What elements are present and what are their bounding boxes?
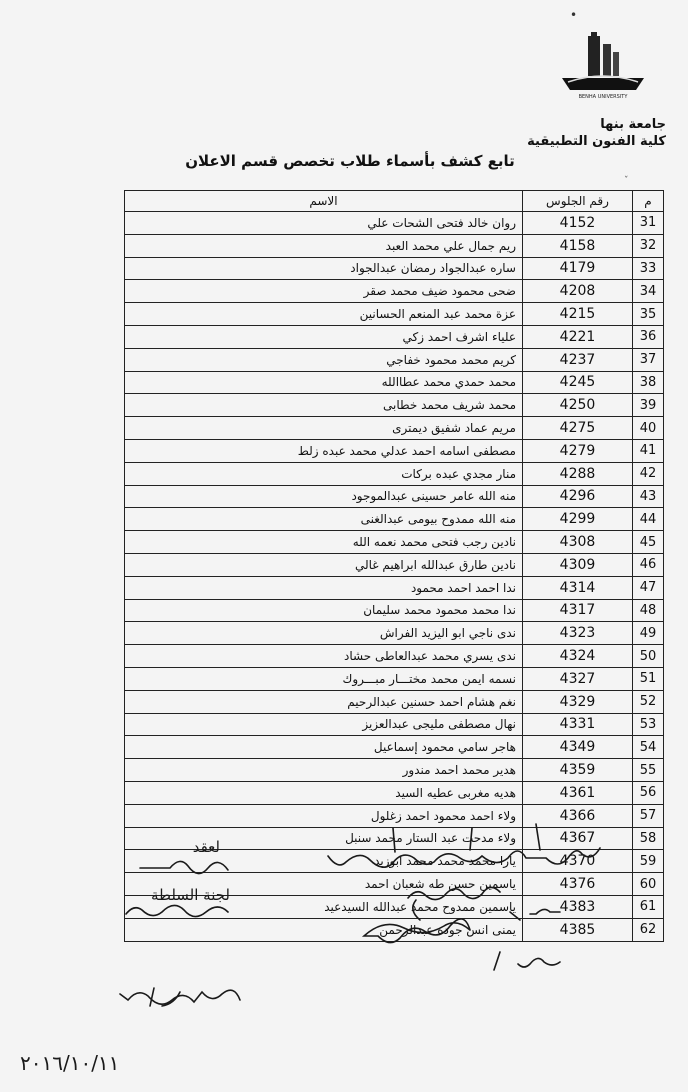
seat-number: 4179: [523, 257, 633, 280]
seat-number: 4331: [523, 713, 633, 736]
seat-number: 4367: [523, 827, 633, 850]
margin-mark: ˇ: [624, 176, 629, 186]
table-row: [125, 485, 664, 508]
table-row: [125, 781, 664, 804]
table-row: [125, 622, 664, 645]
seat-number: 4370: [523, 850, 633, 873]
seat-number: 4158: [523, 234, 633, 257]
document-title: تابع كشف بأسماء طلاب تخصص قسم الاعلان: [185, 152, 515, 170]
row-number: 35: [633, 303, 664, 326]
student-name: ندا احمد احمد محمود: [125, 576, 523, 599]
table-row: [125, 280, 664, 303]
table-row: [125, 736, 664, 759]
student-name: كريم محمد محمود خفاجي: [125, 348, 523, 371]
university-name: جامعة بنها: [600, 117, 666, 132]
seat-number: 4309: [523, 553, 633, 576]
handwritten-note-left-1: [140, 861, 228, 873]
row-number: 58: [633, 827, 664, 850]
table-row: [125, 417, 664, 440]
table-row: [125, 690, 664, 713]
row-number: 32: [633, 234, 664, 257]
corner-mark: •: [570, 8, 578, 22]
student-name: ندا محمد محمود محمد سليمان: [125, 599, 523, 622]
seat-number: 4349: [523, 736, 633, 759]
table-row: [125, 234, 664, 257]
row-number: 45: [633, 531, 664, 554]
row-number: 36: [633, 325, 664, 348]
table-row: [125, 508, 664, 531]
student-name: يمنى انس جوده عبدالرحمن: [125, 918, 523, 941]
handwritten-date: ٢٠١٦/١٠/١١: [20, 1051, 120, 1075]
seat-number: 4275: [523, 417, 633, 440]
student-name: ياسمين ممدوح محمد عبدالله السيدعيد: [125, 895, 523, 918]
student-name: منار مجدي عبده بركات: [125, 462, 523, 485]
student-name: ضحى محمود ضيف محمد صقر: [125, 280, 523, 303]
university-logo: [558, 30, 648, 100]
student-name: نادين رجب فتحى محمد نعمه الله: [125, 531, 523, 554]
table-row: [125, 348, 664, 371]
seat-number: 4314: [523, 576, 633, 599]
student-name: ندى ناجي ابو اليزيد الفراش: [125, 622, 523, 645]
table-row: [125, 553, 664, 576]
seat-number: 4327: [523, 667, 633, 690]
handwritten-note-left-label-1: لعقد: [192, 838, 220, 856]
row-number: 51: [633, 667, 664, 690]
table-row: [125, 371, 664, 394]
seat-number: 4221: [523, 325, 633, 348]
student-name: ولاء مدحت عبد الستار محمد سنبل: [125, 827, 523, 850]
row-number: 57: [633, 804, 664, 827]
handwritten-note-right-2: [408, 887, 500, 899]
seat-number: 4237: [523, 348, 633, 371]
seat-number: 4288: [523, 462, 633, 485]
table-row: [125, 212, 664, 235]
seat-number: 4215: [523, 303, 633, 326]
seat-number: 4376: [523, 873, 633, 896]
seat-number: 4279: [523, 439, 633, 462]
seat-number: 4324: [523, 645, 633, 668]
row-number: 42: [633, 462, 664, 485]
student-name: مريم عماد شفيق ديمترى: [125, 417, 523, 440]
table-row: [125, 645, 664, 668]
seat-number: 4317: [523, 599, 633, 622]
row-number: 53: [633, 713, 664, 736]
seat-number: 4308: [523, 531, 633, 554]
student-name: نسمه ايمن محمد مختـــار مبـــروك: [125, 667, 523, 690]
student-name: ياسمين حسن طه شعبان احمد: [125, 873, 523, 896]
logo-text: BENHA UNIVERSITY: [578, 94, 628, 100]
column-header-name: الاسم: [125, 191, 523, 212]
seat-number: 4385: [523, 918, 633, 941]
seat-number: 4152: [523, 212, 633, 235]
student-name: منه الله عامر حسينى عبدالموجود: [125, 485, 523, 508]
student-name: عزة محمد عبد المنعم الحسانين: [125, 303, 523, 326]
student-name: علياء اشرف احمد زكي: [125, 325, 523, 348]
row-number: 59: [633, 850, 664, 873]
row-number: 61: [633, 895, 664, 918]
student-name: ولاء احمد محمود احمد زغلول: [125, 804, 523, 827]
student-name: يارا محمد محمد محمد ابوزيد: [125, 850, 523, 873]
row-number: 39: [633, 394, 664, 417]
column-header-seat: رقم الجلوس: [523, 191, 633, 212]
student-name: نهال مصطفى مليجى عبدالعزيز: [125, 713, 523, 736]
seat-number: 4359: [523, 759, 633, 782]
row-number: 43: [633, 485, 664, 508]
row-number: 44: [633, 508, 664, 531]
row-number: 38: [633, 371, 664, 394]
row-number: 54: [633, 736, 664, 759]
student-name: محمد حمدي محمد عطاالله: [125, 371, 523, 394]
seat-number: 4208: [523, 280, 633, 303]
seat-number: 4245: [523, 371, 633, 394]
table-row: [125, 667, 664, 690]
column-header-no: م: [633, 191, 664, 212]
row-number: 60: [633, 873, 664, 896]
row-number: 52: [633, 690, 664, 713]
row-number: 55: [633, 759, 664, 782]
table-header-row: [125, 191, 664, 212]
row-number: 41: [633, 439, 664, 462]
student-name: ريم جمال علي محمد العبد: [125, 234, 523, 257]
table-row: [125, 257, 664, 280]
row-number: 49: [633, 622, 664, 645]
table-row: [125, 531, 664, 554]
student-name: ندى يسري محمد عبدالعاطى حشاد: [125, 645, 523, 668]
table-row: [125, 394, 664, 417]
table-row: [125, 713, 664, 736]
signature-right: [364, 919, 470, 943]
row-number: 46: [633, 553, 664, 576]
row-number: 62: [633, 918, 664, 941]
row-number: 33: [633, 257, 664, 280]
student-name: نادين طارق عبدالله ابراهيم غالي: [125, 553, 523, 576]
seat-number: 4323: [523, 622, 633, 645]
student-name: هديه مغربى عطيه السيد: [125, 781, 523, 804]
row-number: 47: [633, 576, 664, 599]
seat-number: 4329: [523, 690, 633, 713]
faculty-name: كلية الفنون التطبيقية: [527, 134, 666, 149]
student-name: منه الله ممدوح بيومى عبدالغنى: [125, 508, 523, 531]
table-row: [125, 599, 664, 622]
student-name: هدير محمد احمد مندور: [125, 759, 523, 782]
handwritten-date-right: [510, 909, 560, 920]
row-number: 50: [633, 645, 664, 668]
student-name: ساره عبدالجواد رمضان عبدالجواد: [125, 257, 523, 280]
row-number: 48: [633, 599, 664, 622]
table-row: [125, 576, 664, 599]
table-row: [125, 462, 664, 485]
row-number: 56: [633, 781, 664, 804]
row-number: 40: [633, 417, 664, 440]
row-number: 37: [633, 348, 664, 371]
student-name: روان خالد فتحى الشحات علي: [125, 212, 523, 235]
student-name: هاجر سامي محمود إسماعيل: [125, 736, 523, 759]
seat-number: 4383: [523, 895, 633, 918]
seat-number: 4299: [523, 508, 633, 531]
seat-number: 4250: [523, 394, 633, 417]
handwritten-note-right-1: [328, 848, 600, 867]
student-name: مصطفى اسامه احمد عدلي محمد عبده زلط: [125, 439, 523, 462]
handwritten-note-left-label-2: لجنة السلطة: [150, 886, 230, 904]
seat-number: 4366: [523, 804, 633, 827]
seat-number: 4296: [523, 485, 633, 508]
student-name: نغم هشام احمد حسنين عبدالرحيم: [125, 690, 523, 713]
table-row: [125, 759, 664, 782]
seat-number: 4361: [523, 781, 633, 804]
row-number: 34: [633, 280, 664, 303]
signatures-area: [0, 820, 688, 1088]
table-row: [125, 303, 664, 326]
row-number: 31: [633, 212, 664, 235]
table-row: [125, 439, 664, 462]
table-row: [125, 325, 664, 348]
student-name: محمد شريف محمد خطابى: [125, 394, 523, 417]
handwritten-note-left-2: [126, 905, 228, 916]
